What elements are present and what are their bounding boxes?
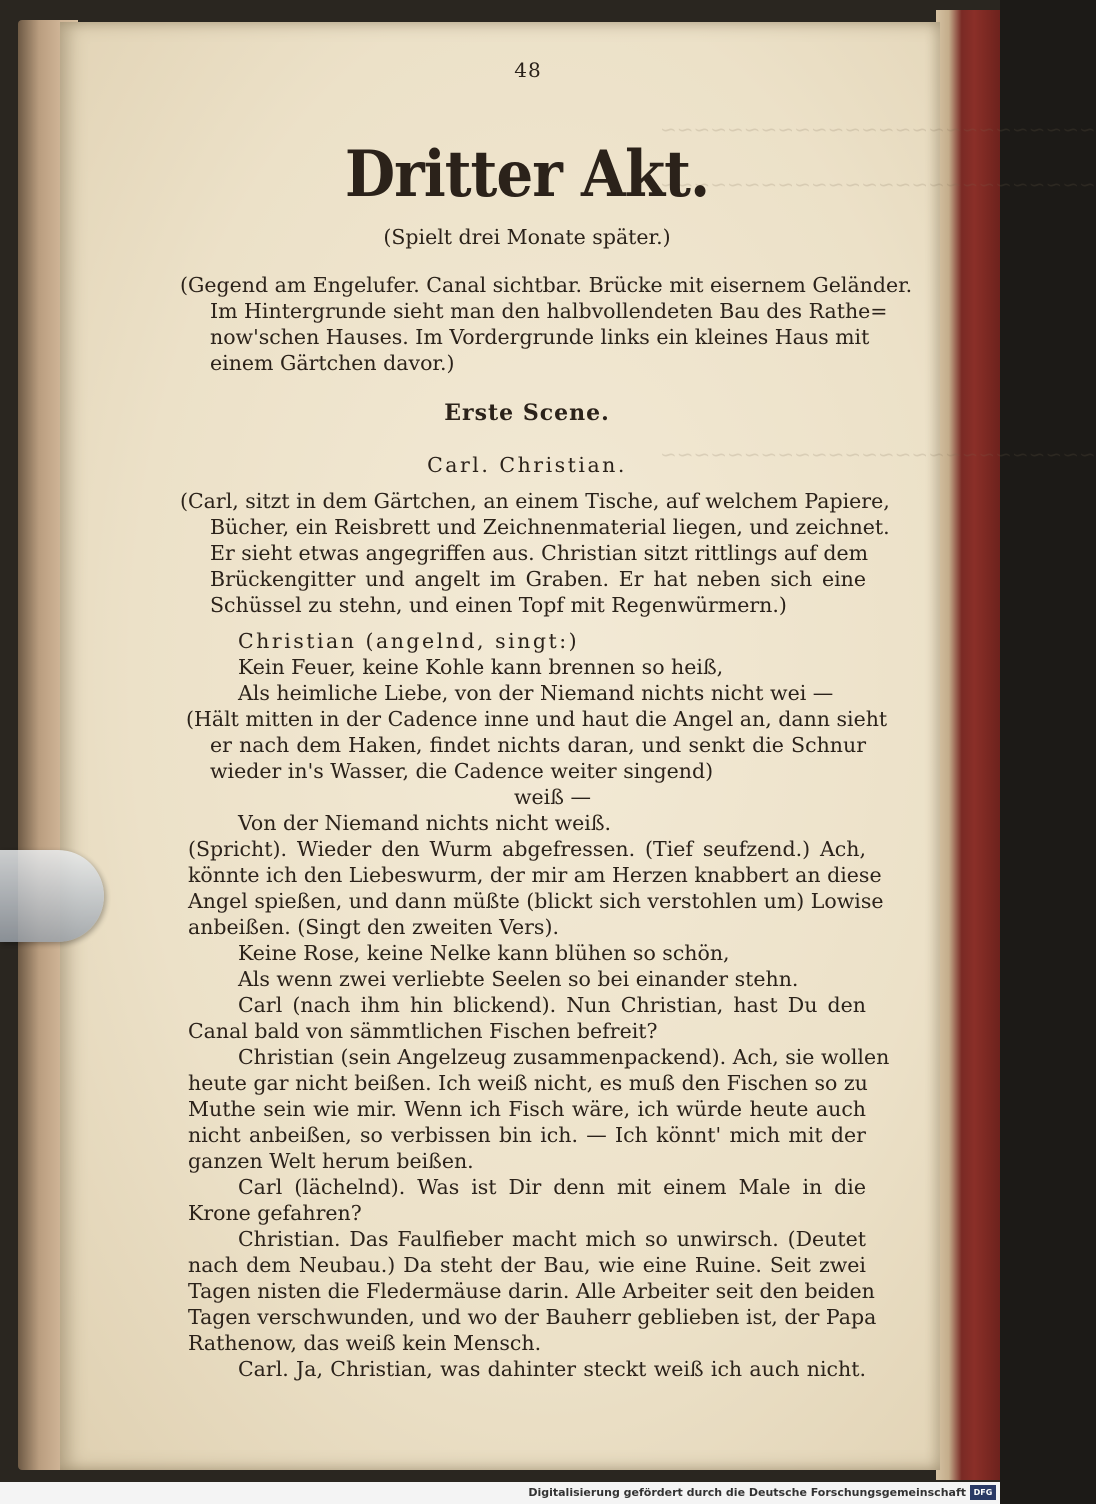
dialogue-line: (Spricht). Wieder den Wurm abgefressen. (Tief seufzend.) Ach,	[188, 837, 866, 861]
dialogue-line: nicht anbeißen, so verbissen bin ich. — Ich könnt' mich mit der	[188, 1123, 866, 1147]
verse-line: Von der Niemand nichts nicht weiß.	[238, 811, 612, 835]
dialogue-line: nach dem Neubau.) Da steht der Bau, wie eine Ruine. Seit zwei	[188, 1253, 866, 1277]
stage-direction-line: einem Gärtchen davor.)	[210, 351, 455, 375]
verse-line: weiß —	[514, 785, 591, 809]
stage-direction-line: (Hält mitten in der Cadence inne und haut die Angel an, dann sieht	[186, 707, 888, 731]
verse-line: Als heimliche Liebe, von der Niemand nichts nicht wei —	[238, 681, 834, 705]
dialogue-line: könnte ich den Liebeswurm, der mir am Herzen knabbert an diese	[188, 863, 882, 887]
act-title: Dritter Akt.	[344, 136, 710, 212]
dialogue-line: Christian (angelnd, singt:)	[238, 629, 580, 653]
stage-direction-line: now'schen Hauses. Im Vordergrunde links ein kleines Haus mit	[210, 325, 870, 349]
dialogue-line: Christian. Das Faulfieber macht mich so unwirsch. (Deutet	[238, 1227, 866, 1251]
bleed-through-text: ~~~~~~~~~~~~~~~~~~~~~~~~~~	[660, 117, 1096, 141]
footer-bar	[0, 1482, 1000, 1504]
verse-line: Als wenn zwei verliebte Seelen so bei einander stehn.	[238, 967, 799, 991]
verse-line: Kein Feuer, keine Kohle kann brennen so heiß,	[238, 655, 724, 679]
dialogue-line: Carl (nach ihm hin blickend). Nun Christian, hast Du den	[238, 993, 866, 1017]
footer-credit: Digitalisierung gefördert durch die Deutsche Forschungsgemeinschaft	[528, 1486, 966, 1499]
stage-direction-line: Er sieht etwas angegriffen aus. Christian sitzt rittlings auf dem	[210, 541, 869, 565]
verse-line: Keine Rose, keine Nelke kann blühen so schön,	[238, 941, 730, 965]
stage-direction-line: er nach dem Haken, findet nichts daran, und senkt die Schnur	[210, 733, 866, 757]
dialogue-line: heute gar nicht beißen. Ich weiß nicht, es muß den Fischen so zu	[188, 1071, 868, 1095]
dialogue-line: Tagen verschwunden, und wo der Bauherr geblieben ist, der Papa	[188, 1305, 877, 1329]
stage-direction-line: Brückengitter und angelt im Graben. Er hat neben sich eine	[210, 567, 866, 591]
stage-direction-line: Im Hintergrunde sieht man den halbvollendeten Bau des Rathe=	[210, 299, 888, 323]
dialogue-line: Carl (lächelnd). Was ist Dir denn mit einem Male in die	[238, 1175, 866, 1199]
dialogue-line: Rathenow, das weiß kein Mensch.	[188, 1331, 542, 1355]
dialogue-line: ganzen Welt herum beißen.	[188, 1149, 474, 1173]
dialogue-line: Krone gefahren?	[188, 1201, 362, 1225]
stage-direction-line: (Carl, sitzt in dem Gärtchen, an einem Tische, auf welchem Papiere,	[180, 489, 890, 513]
dialogue-line: Muthe sein wie mir. Wenn ich Fisch wäre, ich würde heute auch	[188, 1097, 866, 1121]
dialogue-line: Carl. Ja, Christian, was dahinter steckt weiß ich auch nicht.	[238, 1357, 866, 1381]
scene-title: Erste Scene.	[444, 400, 610, 426]
dialogue-line: Canal bald von sämmtlichen Fischen befreit?	[188, 1019, 658, 1043]
thumb-scanner-clip	[0, 850, 104, 942]
dialogue-line: Tagen nisten die Fledermäuse darin. Alle Arbeiter seit den beiden	[188, 1279, 875, 1303]
stage-direction-line: wieder in's Wasser, die Cadence weiter singend)	[210, 759, 714, 783]
bleed-through-text: ~~~~~~~~~~~~~~~~~~~~~~~~~~	[660, 172, 1096, 196]
stage-direction-line: (Gegend am Engelufer. Canal sichtbar. Brücke mit eisernem Geländer.	[180, 273, 913, 297]
stage-direction-line: Bücher, ein Reisbrett und Zeichnenmaterial liegen, und zeichnet.	[210, 515, 890, 539]
book-edge-right	[936, 10, 1000, 1480]
dfg-logo: DFG	[970, 1485, 996, 1500]
stage-direction-line: Schüssel zu stehn, und einen Topf mit Regenwürmern.)	[210, 593, 787, 617]
page-number: 48	[514, 58, 542, 82]
dialogue-line: Christian (sein Angelzeug zusammenpackend). Ach, sie wollen	[238, 1045, 890, 1069]
scene-characters: Carl. Christian.	[427, 453, 627, 477]
dialogue-line: Angel spießen, und dann müßte (blickt sich verstohlen um) Lowise	[188, 889, 884, 913]
dialogue-line: anbeißen. (Singt den zweiten Vers).	[188, 915, 559, 939]
act-subtitle: (Spielt drei Monate später.)	[383, 225, 671, 249]
bleed-through-text: ~~~~~~~~~~~~~~~~~~~~~~~~~~	[660, 442, 1096, 466]
